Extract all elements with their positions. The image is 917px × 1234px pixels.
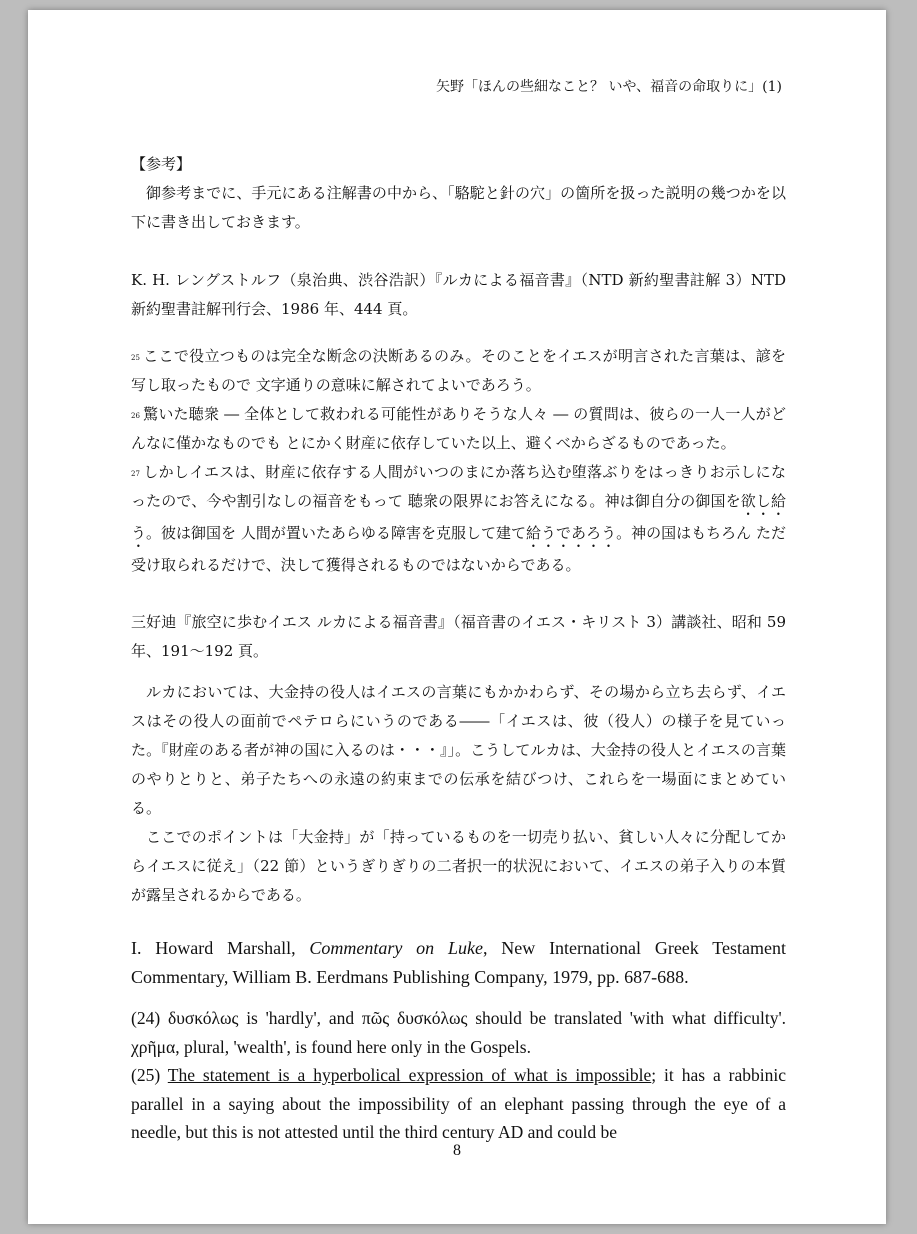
note-text: 。彼は御国を 人間が置いたあらゆる障害を克服して建て [146,524,527,542]
emphasis-dotted: 欲し給う [131,492,786,542]
page-number: 8 [453,1142,461,1159]
marshall-citation [131,934,786,992]
miyoshi-paragraph-1: ルカにおいては、大金持の役人はイエスの言葉にもかかわらず、その場から立ち去らず、イエスはその役人の面前でペテロらにいうのである――「イエスは、彼（役人）の様子を見ていった。『財産のある者が神の国に入るのは・・・』」。こうしてルカは、大金持の役人とイエスの言葉のやりとりと、弟子たちへの永遠の約束までの伝承を結びつけ、これらを一場面にまとめている。 [131,683,786,817]
miyoshi-citation: 三好迪『旅空に歩むイエス ルカによる福音書』（福音書のイエス・キリスト 3）講談社、昭和 59 年、191〜192 頁。 [131,613,786,660]
note-text: ; it has a rabbinic parallel in a saying about the impossibility of an elephant passing through the eye of a needle, but this is not attested until the third century AD and could be [131,1065,786,1142]
note-text: (24) δυσκόλως is 'hardly', and πῶς δυσκόλως should be translated 'with what difficulty'. [131,1008,804,1028]
footnote-number: 25 [131,354,140,362]
note-text: 。神の国はもちろん ただ受け取られるだけで、決して獲得されるものではないからである。 [131,524,786,574]
marshall-note-25 [131,1061,786,1147]
note-text: , plural, 'wealth', is found here only in the Gospels. [175,1036,531,1057]
rengstorf-note-25 [131,342,786,400]
page-content [131,150,804,1147]
rengstorf-note-26 [131,400,786,458]
running-header: 矢野「ほんの些細なこと？ いや、福音の命取りに」(1) [436,79,782,95]
footnote-number: 27 [131,470,140,478]
citation-author: I. Howard Marshall, [131,938,310,958]
citation-title: Commentary on Luke [309,938,483,958]
greek-word: χρῆμα [131,1036,176,1057]
underlined-statement: The statement is a hyperbolical expression of what is impossible [167,1065,652,1085]
rengstorf-citation: K. H. レングストルフ（泉治典、渋谷浩訳）『ルカによる福音書』（NTD 新約聖書註解 3）NTD 新約聖書註解刊行会、1986 年、444 頁。 [131,271,786,318]
rengstorf-note-27 [131,458,786,580]
miyoshi-paragraph-2: ここでのポイントは「大金持」が「持っているものを一切売り払い、貧しい人々に分配してからイエスに従え」（22 節）というぎりぎりの二者択一的状況において、イエスの弟子入りの本質が露呈されるからである。 [131,828,786,904]
reference-heading: 【参考】 [131,155,192,173]
note-label: (25) [131,1065,168,1085]
marshall-note-24 [131,1004,804,1061]
emphasis-dotted: 給うであろう [526,524,617,542]
note-text: ここで役立つものは完全な断念の決断あるのみ。そのことをイエスが明言された言葉は、諺を写し取ったもので 文字通りの意味に解されてよいであろう。 [131,347,786,394]
footnote-number: 26 [131,412,140,420]
document-page [28,10,886,1224]
citation-rest: , New International Greek Testament Commentary, William B. Eerdmans Publishing Company, 1979, pp. 687-688. [131,938,786,987]
intro-paragraph: 御参考までに、手元にある注解書の中から、「駱駝と針の穴」の箇所を扱った説明の幾つかを以下に書き出しておきます。 [131,184,786,231]
note-text: 驚いた聴衆 ― 全体として救われる可能性がありそうな人々 ― の質問は、彼らの一人一人がどんなに僅かなものでも とにかく財産に依存していた以上、避くべからざるものであった。 [131,405,786,452]
note-text: しかしイエスは、財産に依存する人間がいつのまにか落ち込む堕落ぶりをはっきりお示しになったので、今や割引なしの福音をもって 聴衆の限界にお答えになる。神は御自分の御国を [131,463,786,510]
